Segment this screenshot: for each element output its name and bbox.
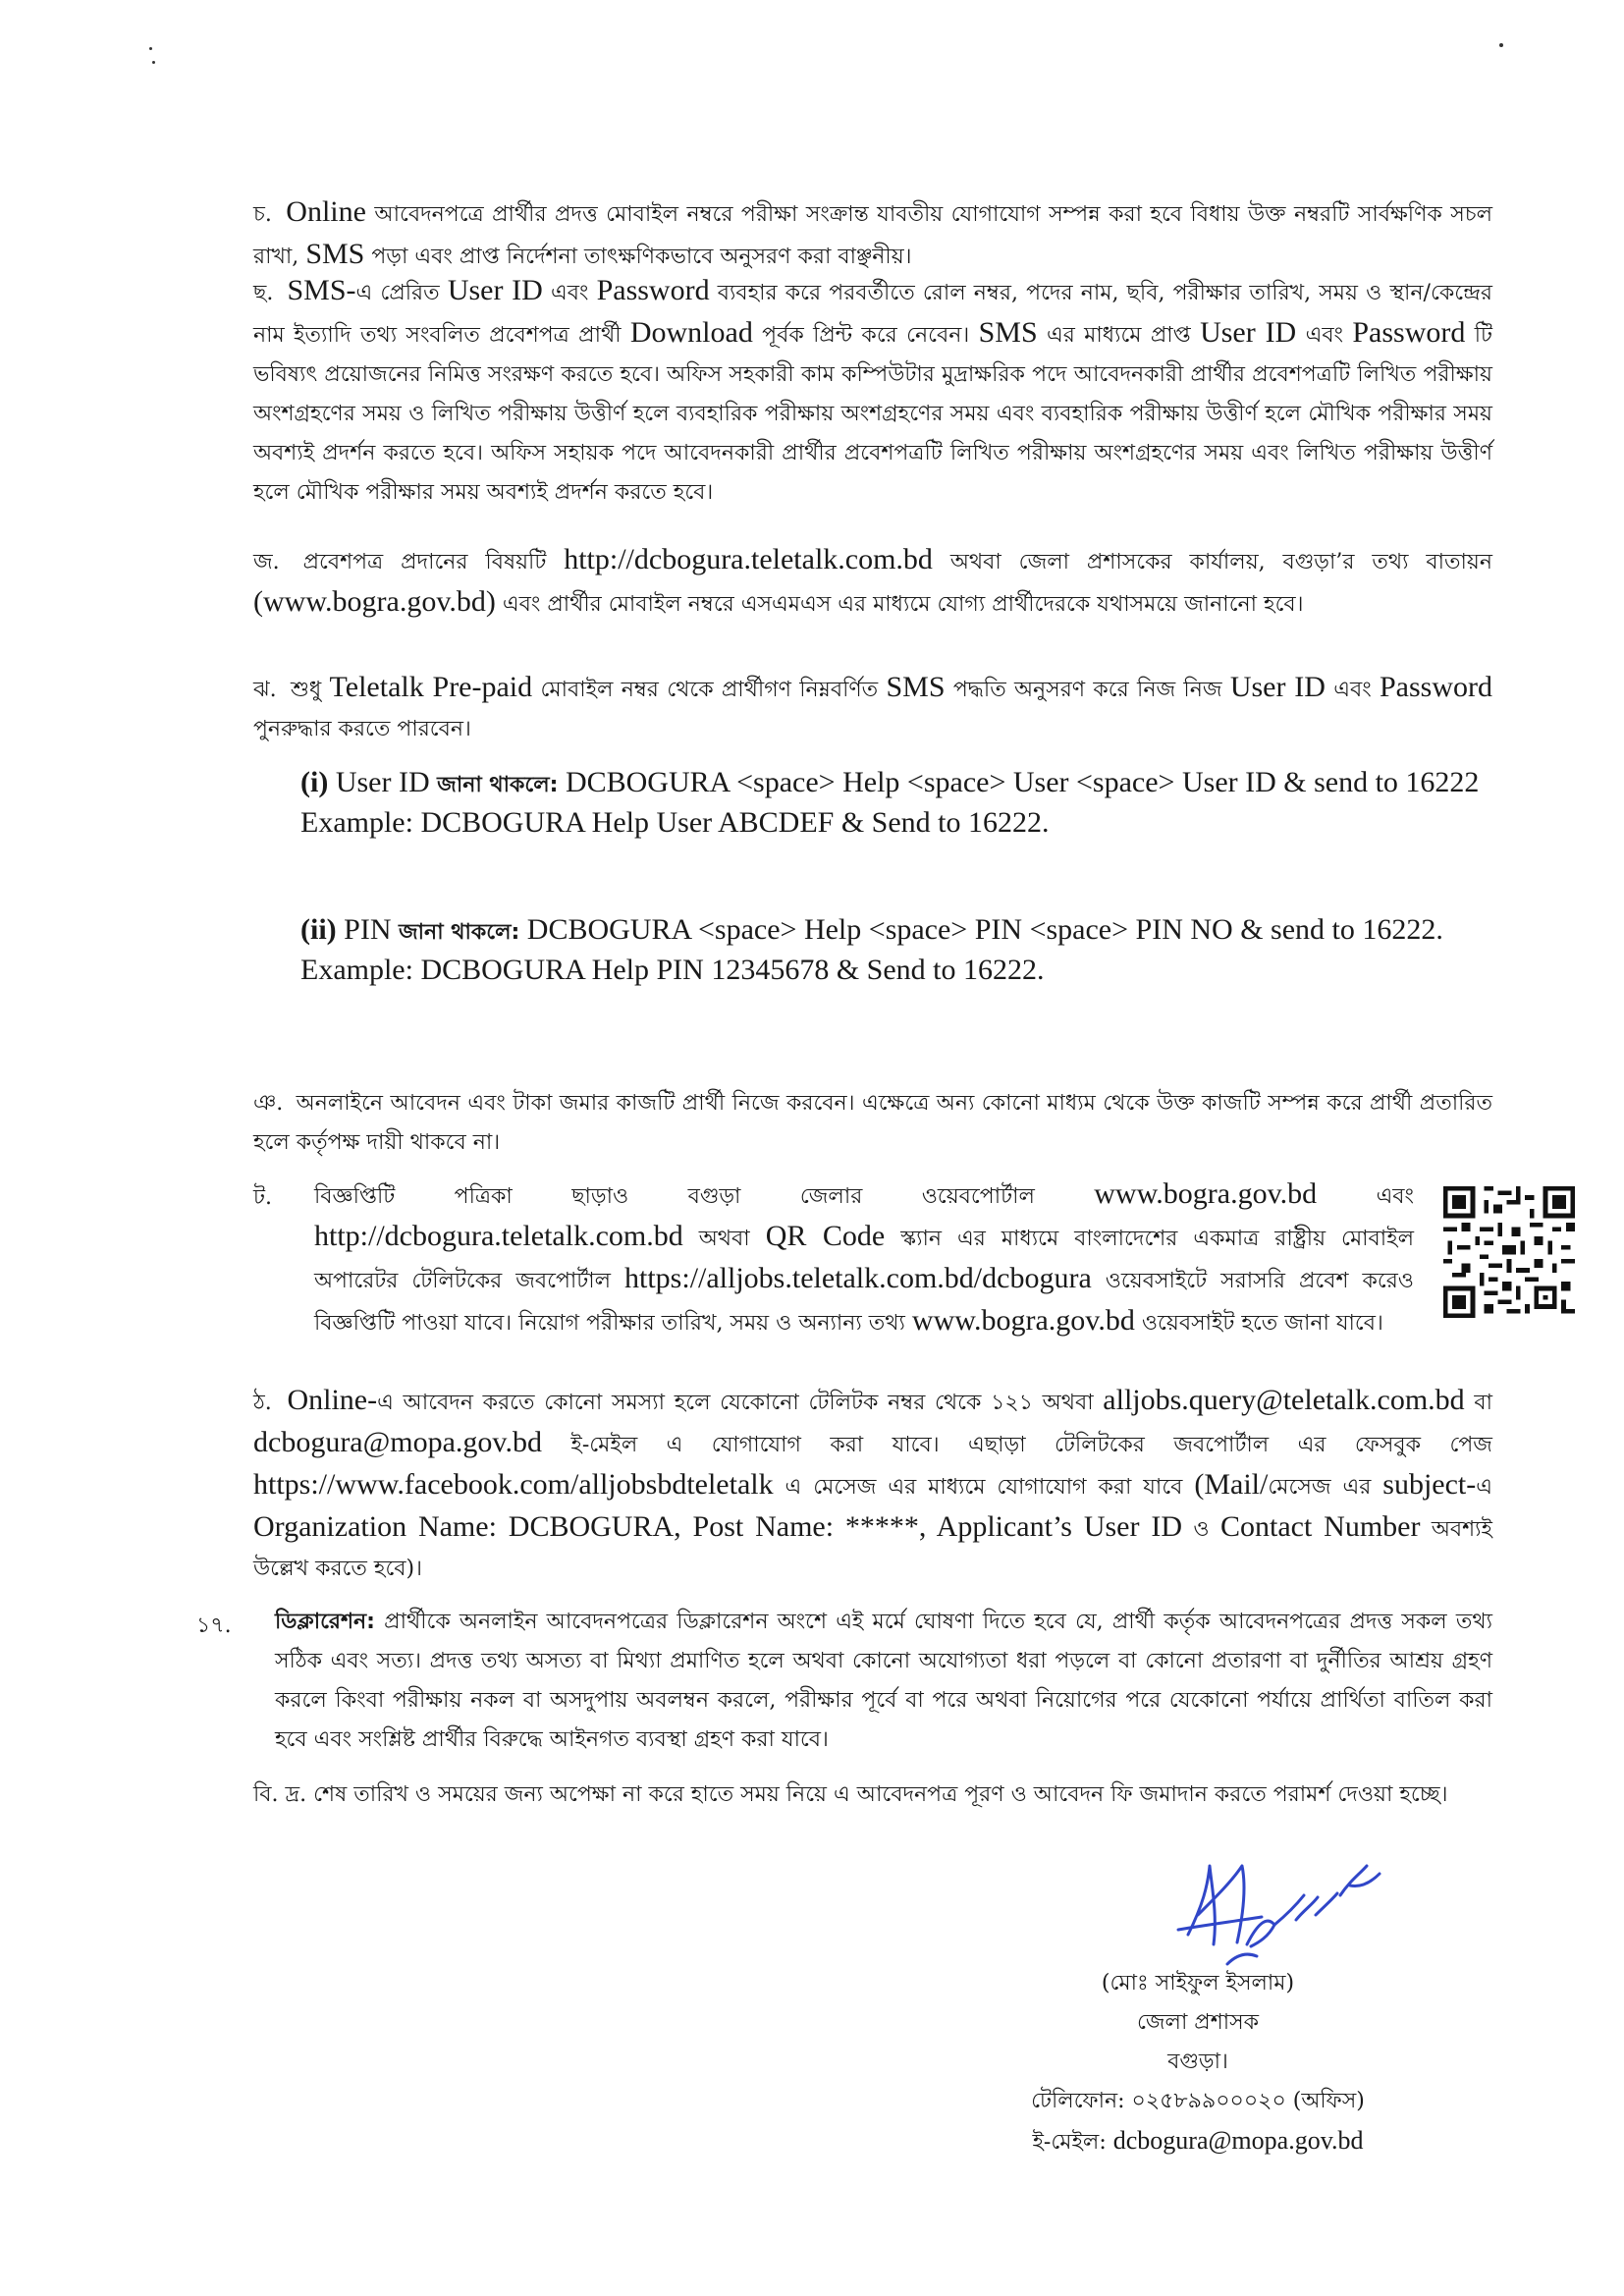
paragraph-jha: ঝ. শুধু Teletalk Pre-paid মোবাইল নম্বর থেকে প্রার্থীগণ নিম্নবর্ণিত SMS পদ্ধতি অনুসরণ করে নিজ নিজ User ID এবং Password পুনরুদ্ধার করতে পারবেন। xyxy=(253,671,1492,741)
signatory-email[interactable]: dcbogura@mopa.gov.bd xyxy=(1112,2126,1364,2155)
paragraph-tha: ঠ. Online-এ আবেদন করতে কোনো সমস্যা হলে যেকোনো টেলিটক নম্বর থেকে ১২১ অথবা alljobs.query@teletalk.com.bd বা dcbogura@mopa.gov.bd ই-মেইল এ যোগাযোগ করা যাবে। এছাড়া টেলিটকের জবপোর্টাল এর ফেসবুক পেজ https://www.facebook.com/alljobsbdteletalk এ মেসেজ এর মাধ্যমে যোগাযোগ করা যাবে (Mail/মেসেজ এর subject-এ Organization Name: DCBOGURA, Post Name: *****, Applicant’s User ID ও Contact Number অবশ্যই উল্লেখ করতে হবে)। xyxy=(253,1384,1492,1581)
signatory-email-line: ই-মেইল: dcbogura@mopa.gov.bd xyxy=(1032,2126,1364,2155)
qr-code-icon[interactable] xyxy=(1443,1186,1575,1318)
scan-speck xyxy=(152,61,155,64)
signatory-title: জেলা প্রশাসক xyxy=(1136,2010,1260,2035)
section-heading: ডিক্লারেশন: xyxy=(275,1610,375,1634)
sms-example: Example: DCBOGURA Help PIN 12345678 & Send to 16222. xyxy=(300,954,1045,986)
declaration-section: ডিক্লারেশন: প্রার্থীকে অনলাইন আবেদনপত্রের ডিক্লারেশন অংশে এই মর্মে ঘোষণা দিতে হবে যে, প্রার্থী কর্তৃক আবেদনপত্রের প্রদত্ত সকল তথ্য সঠিক এবং সত্য। প্রদত্ত তথ্য অসত্য বা মিথ্যা প্রমাণিত হলে অথবা কোনো অযোগ্যতা ধরা পড়লে বা কোনো প্রতারণা বা দুর্নীতির আশ্রয় গ্রহণ করলে কিংবা পরীক্ষায় নকল বা অসদুপায় অবলম্বন করলে, পরীক্ষার পূর্বে বা পরে অথবা নিয়োগের পরে যেকোনো পর্যায়ে প্রার্থিতা বাতিল করা হবে এবং সংশ্লিষ্ট প্রার্থীর বিরুদ্ধে আইনগত ব্যবস্থা গ্রহণ করা যাবে। xyxy=(275,1610,1492,1752)
note-paragraph: বি. দ্র. শেষ তারিখ ও সময়ের জন্য অপেক্ষা না করে হাতে সময় নিয়ে এ আবেদনপত্র পূরণ ও আবেদন ফি জমাদান করতে পরামর্শ দেওয়া হচ্ছে। xyxy=(253,1782,1448,1807)
sms-example: Example: DCBOGURA Help User ABCDEF & Send to 16222. xyxy=(300,806,1050,839)
paragraph-ja: জ. প্রবেশপত্র প্রদানের বিষয়টি http://dcbogura.teletalk.com.bd অথবা জেলা প্রশাসকের কার্যালয়, বগুড়া’র তথ্য বাতায়ন (www.bogra.gov.bd) এবং প্রার্থীর মোবাইল নম্বরে এসএমএস এর মাধ্যমে যোগ্য প্রার্থীদেরকে যথাসময়ে জানানো হবে। xyxy=(253,543,1492,618)
paragraph-ta: বিজ্ঞপ্তিটি পত্রিকা ছাড়াও বগুড়া জেলার ওয়েবপোর্টাল www.bogra.gov.bd এবং http://dcbogura.teletalk.com.bd অথবা QR Code স্ক্যান এর মাধ্যমে বাংলাদেশের একমাত্র রাষ্ট্রীয় মোবাইল অপারেটর টেলিটকের জবপোর্টাল https://alljobs.teletalk.com.bd/dcbogura ওয়েবসাইটে সরাসরি প্রবেশ করেও বিজ্ঞপ্তিটি পাওয়া যাবে। নিয়োগ পরীক্ষার তারিখ, সময় ও অন্যান্য তথ্য www.bogra.gov.bd ওয়েবসাইট হতে জানা যাবে। xyxy=(314,1177,1415,1337)
signature-block xyxy=(962,1964,1434,2162)
scan-speck xyxy=(149,47,152,50)
signatory-phone: টেলিফোন: ০২৫৮৯৯০০০২০ (অফিস) xyxy=(1031,2089,1365,2113)
handwritten-signature xyxy=(1149,1827,1404,1984)
paragraph-ta-mark: ট. xyxy=(253,1185,272,1210)
paragraph-cha: চ. Online আবেদনপত্রে প্রার্থীর প্রদত্ত মোবাইল নম্বরে পরীক্ষা সংক্রান্ত যাবতীয় যোগাযোগ সম্পন্ন করা হবে বিধায় উক্ত নম্বরটি সার্বক্ষণিক সচল রাখা, SMS পড়া এবং প্রাপ্ত নির্দেশনা তাৎক্ষণিকভাবে অনুসরণ করা বাঞ্ছনীয়। xyxy=(253,195,1492,270)
signatory-place: বগুড়া। xyxy=(1167,2050,1228,2074)
paragraph-chha: ছ. SMS-এ প্রেরিত User ID এবং Password ব্যবহার করে পরবর্তীতে রোল নম্বর, পদের নাম, ছবি, পরীক্ষার তারিখ, সময় ও স্থান/কেন্দ্রের নাম ইত্যাদি তথ্য সংবলিত প্রবেশপত্র প্রার্থী Download পূর্বক প্রিন্ট করে নেবেন। SMS এর মাধ্যমে প্রাপ্ত User ID এবং Password টি ভবিষ্যৎ প্রয়োজনের নিমিত্ত সংরক্ষণ করতে হবে। অফিস সহকারী কাম কম্পিউটার মুদ্রাক্ষরিক পদে আবেদনকারী প্রার্থীর প্রবেশপত্রটি লিখিত পরীক্ষায় অংশগ্রহণের সময় ও লিখিত পরীক্ষায় উত্তীর্ণ হলে ব্যবহারিক পরীক্ষায় অংশগ্রহণের সময় এবং ব্যবহারিক পরীক্ষায় উত্তীর্ণ হলে মৌখিক পরীক্ষার সময় অবশ্যই প্রদর্শন করতে হবে। অফিস সহায়ক পদে আবেদনকারী প্রার্থীর প্রবেশপত্রটি লিখিত পরীক্ষায় অংশগ্রহণের সময় এবং লিখিত পরীক্ষায় উত্তীর্ণ হলে মৌখিক পরীক্ষার সময় অবশ্যই প্রদর্শন করতে হবে। xyxy=(253,274,1493,505)
section-number: ১৭. xyxy=(196,1613,232,1638)
sms-instruction-user-id: (i) User ID জানা থাকলে: DCBOGURA <space> Help <space> User <space> User ID & send to 16222 Example: DCBOGURA Help User ABCDEF & Send to 16222. xyxy=(300,764,1492,842)
scan-speck xyxy=(1499,43,1503,47)
sms-instruction-pin: (ii) PIN জানা থাকলে: DCBOGURA <space> Help <space> PIN <space> PIN NO & send to 16222. Example: DCBOGURA Help PIN 12345678 & Send to 16222. xyxy=(300,911,1492,989)
paragraph-nya: ঞ. অনলাইনে আবেদন এবং টাকা জমার কাজটি প্রার্থী নিজে করবেন। এক্ষেত্রে অন্য কোনো মাধ্যম থেকে উক্ত কাজটি সম্পন্ন করে প্রার্থী প্রতারিত হলে কর্তৃপক্ষ দায়ী থাকবে না। xyxy=(253,1091,1492,1155)
signatory-name: (মোঃ সাইফুল ইসলাম) xyxy=(1101,1971,1295,1995)
